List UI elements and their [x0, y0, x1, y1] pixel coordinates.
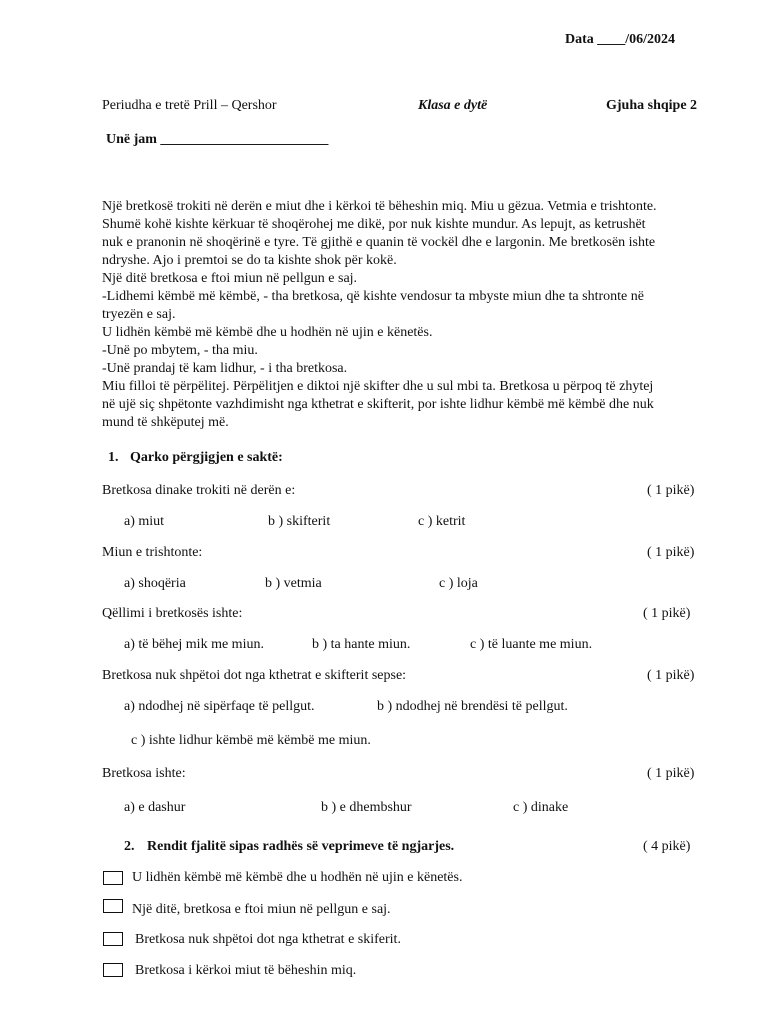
answer-option[interactable]: b ) skifterit [268, 514, 331, 529]
passage-line: Një ditë bretkosa e ftoi miun në pellgun e saj. [102, 271, 358, 286]
answer-option[interactable]: a) ndodhej në sipërfaqe të pellgut. [124, 699, 315, 714]
exercise2-title: Rendit fjalitë sipas radhës së veprimeve të ngjarjes. [147, 839, 455, 854]
passage-line: në ujë siç shpëtonte vazhdimisht nga kthetrat e skifterit, por ishte lidhur këmbë më këmbë dhe nuk [102, 397, 654, 412]
order-checkbox[interactable] [103, 899, 123, 913]
order-sentence: Bretkosa i kërkoi miut të bëheshin miq. [135, 963, 357, 978]
order-sentence: U lidhën këmbë më këmbë dhe u hodhën në ujin e kënetës. [132, 870, 463, 885]
date-line: Data ____/06/2024 [565, 32, 676, 47]
class-label: Klasa e dytë [418, 98, 488, 113]
passage-line: Një bretkosë trokiti në derën e miut dhe i kërkoi të bëheshin miq. Miu u gëzua. Vetmia e trishtonte. [102, 199, 657, 214]
question-text: Miun e trishtonte: [102, 545, 203, 560]
answer-option[interactable]: c ) dinake [513, 800, 569, 815]
question-text: Bretkosa dinake trokiti në derën e: [102, 483, 296, 498]
order-sentence: Bretkosa nuk shpëtoi dot nga kthetrat e skiferit. [135, 932, 401, 947]
period-label: Periudha e tretë Prill – Qershor [102, 98, 277, 113]
passage-line: Miu filloi të përpëlitej. Përpëlitjen e diktoi një skifter dhe u sul mbi ta. Bretkosa u përpoq të zhytej [102, 379, 654, 394]
student-name-line[interactable]: Unë jam ________________________ [106, 132, 329, 147]
question-points: ( 1 pikë) [647, 545, 695, 560]
question-text: Bretkosa ishte: [102, 766, 186, 781]
answer-option[interactable]: c ) ishte lidhur këmbë më këmbë me miun. [131, 733, 371, 748]
question-text: Qëllimi i bretkosës ishte: [102, 606, 243, 621]
order-checkbox[interactable] [103, 871, 123, 885]
answer-option[interactable]: a) miut [124, 514, 165, 529]
order-checkbox[interactable] [103, 932, 123, 946]
question-points: ( 1 pikë) [643, 606, 691, 621]
passage-line: -Lidhemi këmbë më këmbë, - tha bretkosa, që kishte vendosur ta mbyste miun dhe ta shtronte në [102, 289, 644, 304]
exercise1-title: Qarko përgjigjen e saktë: [130, 450, 283, 465]
passage-line: nuk e pranonin në shoqërinë e tyre. Të gjithë e quanin të vockël dhe e largonin. Me bretkosën ishte [102, 235, 656, 250]
reading-passage [102, 198, 702, 432]
exercise2-points: ( 4 pikë) [643, 839, 691, 854]
exercise1-number: 1. [108, 450, 119, 465]
answer-option[interactable]: b ) ndodhej në brendësi të pellgut. [377, 699, 568, 714]
answer-option[interactable]: a) e dashur [124, 800, 186, 815]
question-points: ( 1 pikë) [647, 766, 695, 781]
answer-option[interactable]: a) shoqëria [124, 576, 186, 591]
answer-option[interactable]: c ) të luante me miun. [470, 637, 593, 652]
answer-option[interactable]: a) të bëhej mik me miun. [124, 637, 264, 652]
answer-option[interactable]: c ) ketrit [418, 514, 466, 529]
passage-line: Shumë kohë kishte kërkuar të shoqërohej me dikë, por nuk kishte mundur. As lepujt, as ketrushët [102, 217, 646, 232]
answer-option[interactable]: b ) vetmia [265, 576, 322, 591]
order-checkbox[interactable] [103, 963, 123, 977]
answer-option[interactable]: c ) loja [439, 576, 478, 591]
question-text: Bretkosa nuk shpëtoi dot nga kthetrat e skifterit sepse: [102, 668, 407, 683]
question-points: ( 1 pikë) [647, 483, 695, 498]
answer-option[interactable]: b ) ta hante miun. [312, 637, 411, 652]
passage-line: U lidhën këmbë më këmbë dhe u hodhën në ujin e kënetës. [102, 325, 433, 340]
exercise2-number: 2. [124, 839, 135, 854]
passage-line: mund të shkëputej më. [102, 415, 229, 430]
passage-line: -Unë po mbytem, - tha miu. [102, 343, 258, 358]
subject-label: Gjuha shqipe 2 [606, 98, 698, 113]
order-sentence: Një ditë, bretkosa e ftoi miun në pellgun e saj. [132, 902, 391, 917]
answer-option[interactable]: b ) e dhembshur [321, 800, 412, 815]
question-points: ( 1 pikë) [647, 668, 695, 683]
passage-line: -Unë prandaj të kam lidhur, - i tha bretkosa. [102, 361, 348, 376]
passage-line: tryezën e saj. [102, 307, 176, 322]
passage-line: ndryshe. Ajo i premtoi se do ta kishte shok për kokë. [102, 253, 397, 268]
